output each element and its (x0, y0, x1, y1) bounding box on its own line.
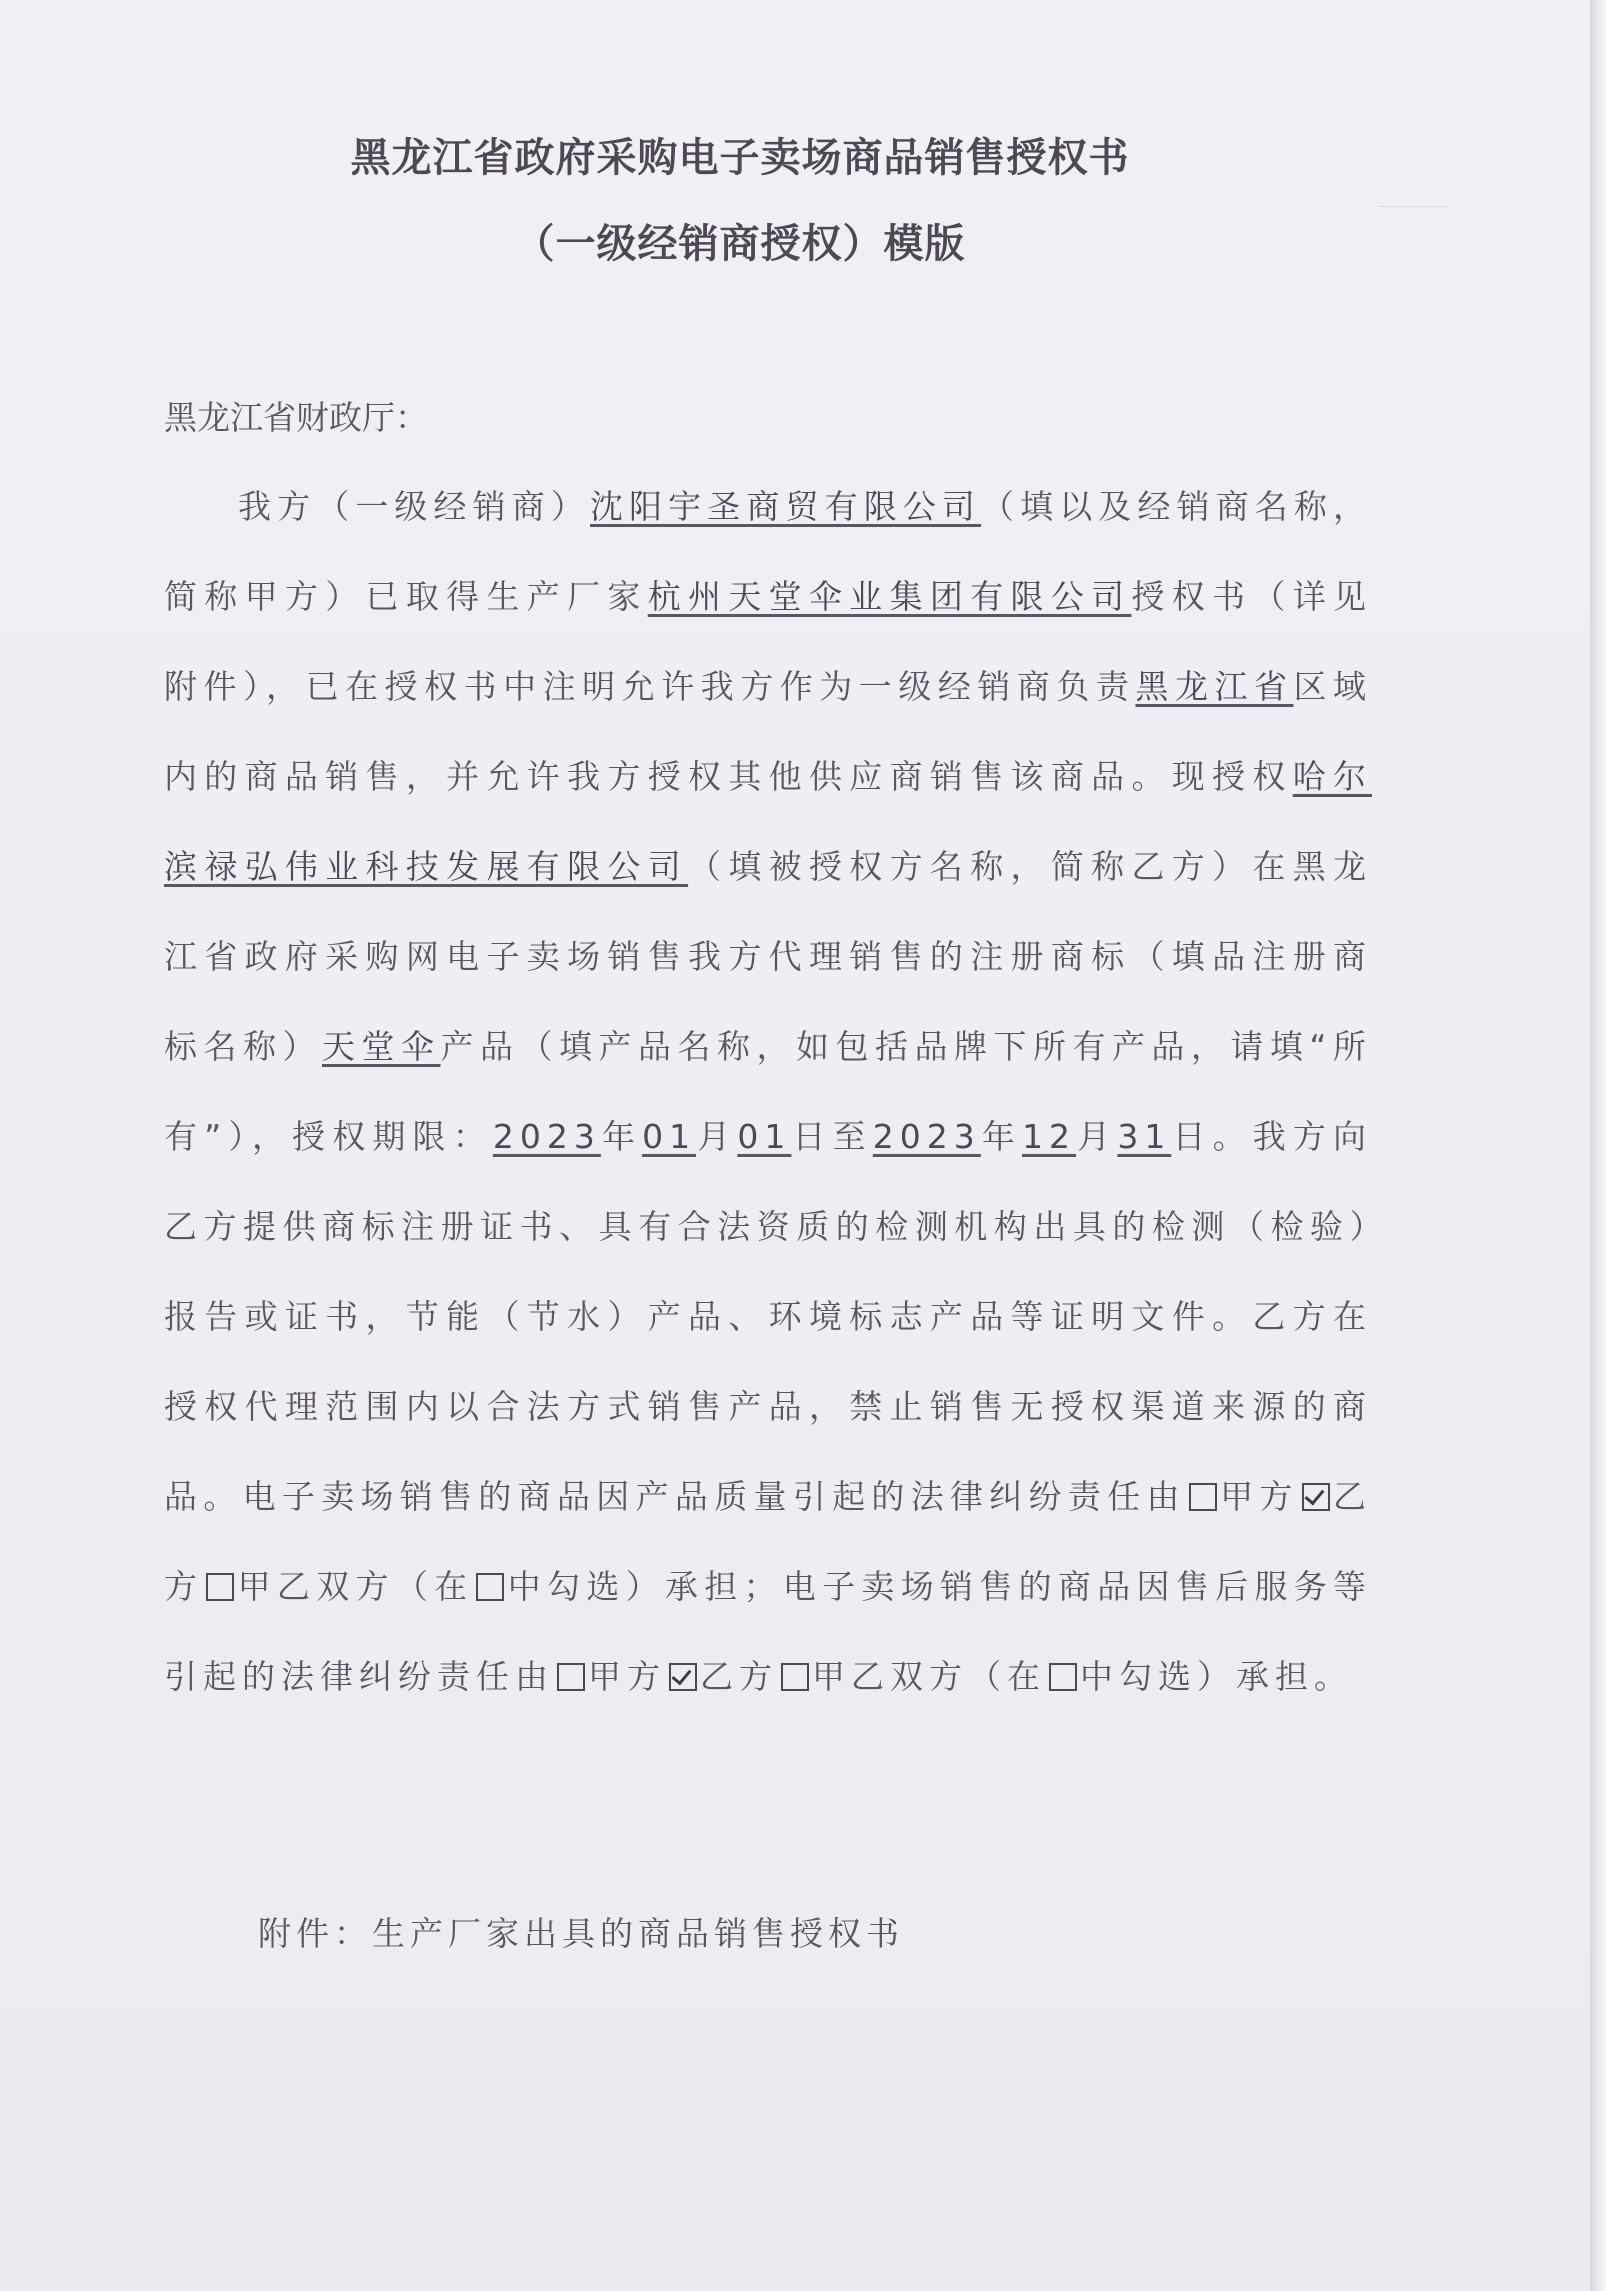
checkbox-legend-icon (476, 1573, 504, 1601)
page-edge-shadow (1590, 0, 1606, 2291)
text-segment: （在 (394, 1567, 474, 1606)
start-year-field: 2023 (492, 1117, 601, 1156)
checkbox-party-b-service[interactable] (669, 1663, 697, 1691)
text-segment: 日至 (791, 1117, 873, 1156)
document-subtitle: （一级经销商授权）模版 (514, 220, 966, 267)
manufacturer-name-field: 杭州天堂伞业集团有限公司 (647, 577, 1132, 616)
option-label: 乙方 (700, 1657, 778, 1696)
text-segment: 月 (696, 1117, 738, 1156)
checkbox-party-a-service[interactable] (557, 1663, 585, 1691)
checkbox-party-b-quality[interactable] (1302, 1483, 1330, 1511)
option-label: 甲方 (588, 1657, 666, 1696)
checkbox-legend-icon (1049, 1663, 1077, 1691)
trademark-field: 天堂伞 (322, 1027, 441, 1066)
option-label: 甲方 (1219, 1477, 1299, 1516)
text-segment: 中勾选）承担；电子卖场销售的商品因售后服务等引起的法律纠纷责任由 (164, 1567, 1373, 1696)
region-field: 黑龙江省 (1135, 667, 1294, 706)
option-label: 甲乙双方 (812, 1657, 968, 1696)
text-segment: 月 (1076, 1117, 1118, 1156)
checkbox-both-parties-service[interactable] (781, 1663, 809, 1691)
text-segment: 授权书（详见附件），已在授权书中注明允许我方作为一级经销商负责 (164, 577, 1373, 706)
distributor-name-field: 沈阳宇圣商贸有限公司 (589, 487, 982, 526)
text-segment: 我方（一级经销商） (238, 487, 590, 526)
end-year-field: 2023 (872, 1117, 981, 1156)
document-title: 黑龙江省政府采购电子卖场商品销售授权书 (350, 134, 1130, 181)
text-segment: 日。我方向乙方提供商标注册证书、具有合法资质的检测机构出具的检测（检验）报告或证书，节能（节水）产品、环境标志产品等证明文件。乙方在授权代理范围内以合法方式销售产品，禁止销售无授权渠道来源的商品。电子卖场销售的商品因产品质量引起的法律纠纷责任由 (164, 1117, 1373, 1516)
authorized-party-field: 哈尔滨禄弘伟业科技发展有限公司 (164, 757, 1373, 886)
authorization-paragraph (164, 462, 1372, 1722)
salutation: 黑龙江省财政厅： (164, 398, 428, 437)
text-segment: （填以及经销商名称，简称甲方）已取得生产厂家 (164, 487, 1373, 616)
checkbox-party-a-quality[interactable] (1189, 1483, 1217, 1511)
start-month-field: 01 (642, 1117, 697, 1156)
text-segment: 中勾选）承担。 (1080, 1657, 1353, 1696)
text-segment: 年 (980, 1117, 1023, 1156)
attachment-note: 附件：生产厂家出具的商品销售授权书 (258, 1914, 904, 1953)
checkbox-both-parties-quality[interactable] (206, 1573, 234, 1601)
option-label: 乙方 (164, 1477, 1373, 1606)
text-segment: 年 (600, 1117, 643, 1156)
text-segment: （在 (968, 1657, 1046, 1696)
end-day-field: 31 (1117, 1117, 1172, 1156)
text-segment: （填被授权方名称，简称乙方）在黑龙江省政府采购网电子卖场销售我方代理销售的注册商标（填品注册商标名称） (164, 847, 1373, 1066)
text-segment: 产品（填产品名称，如包括品牌下所有产品，请填“所有”），授权期限： (164, 1027, 1373, 1156)
text-segment: 区域内的商品销售，并允许我方授权其他供应商销售该商品。现授权 (164, 667, 1373, 796)
end-month-field: 12 (1022, 1117, 1077, 1156)
start-day-field: 01 (737, 1117, 792, 1156)
option-label: 甲乙双方 (237, 1567, 395, 1606)
